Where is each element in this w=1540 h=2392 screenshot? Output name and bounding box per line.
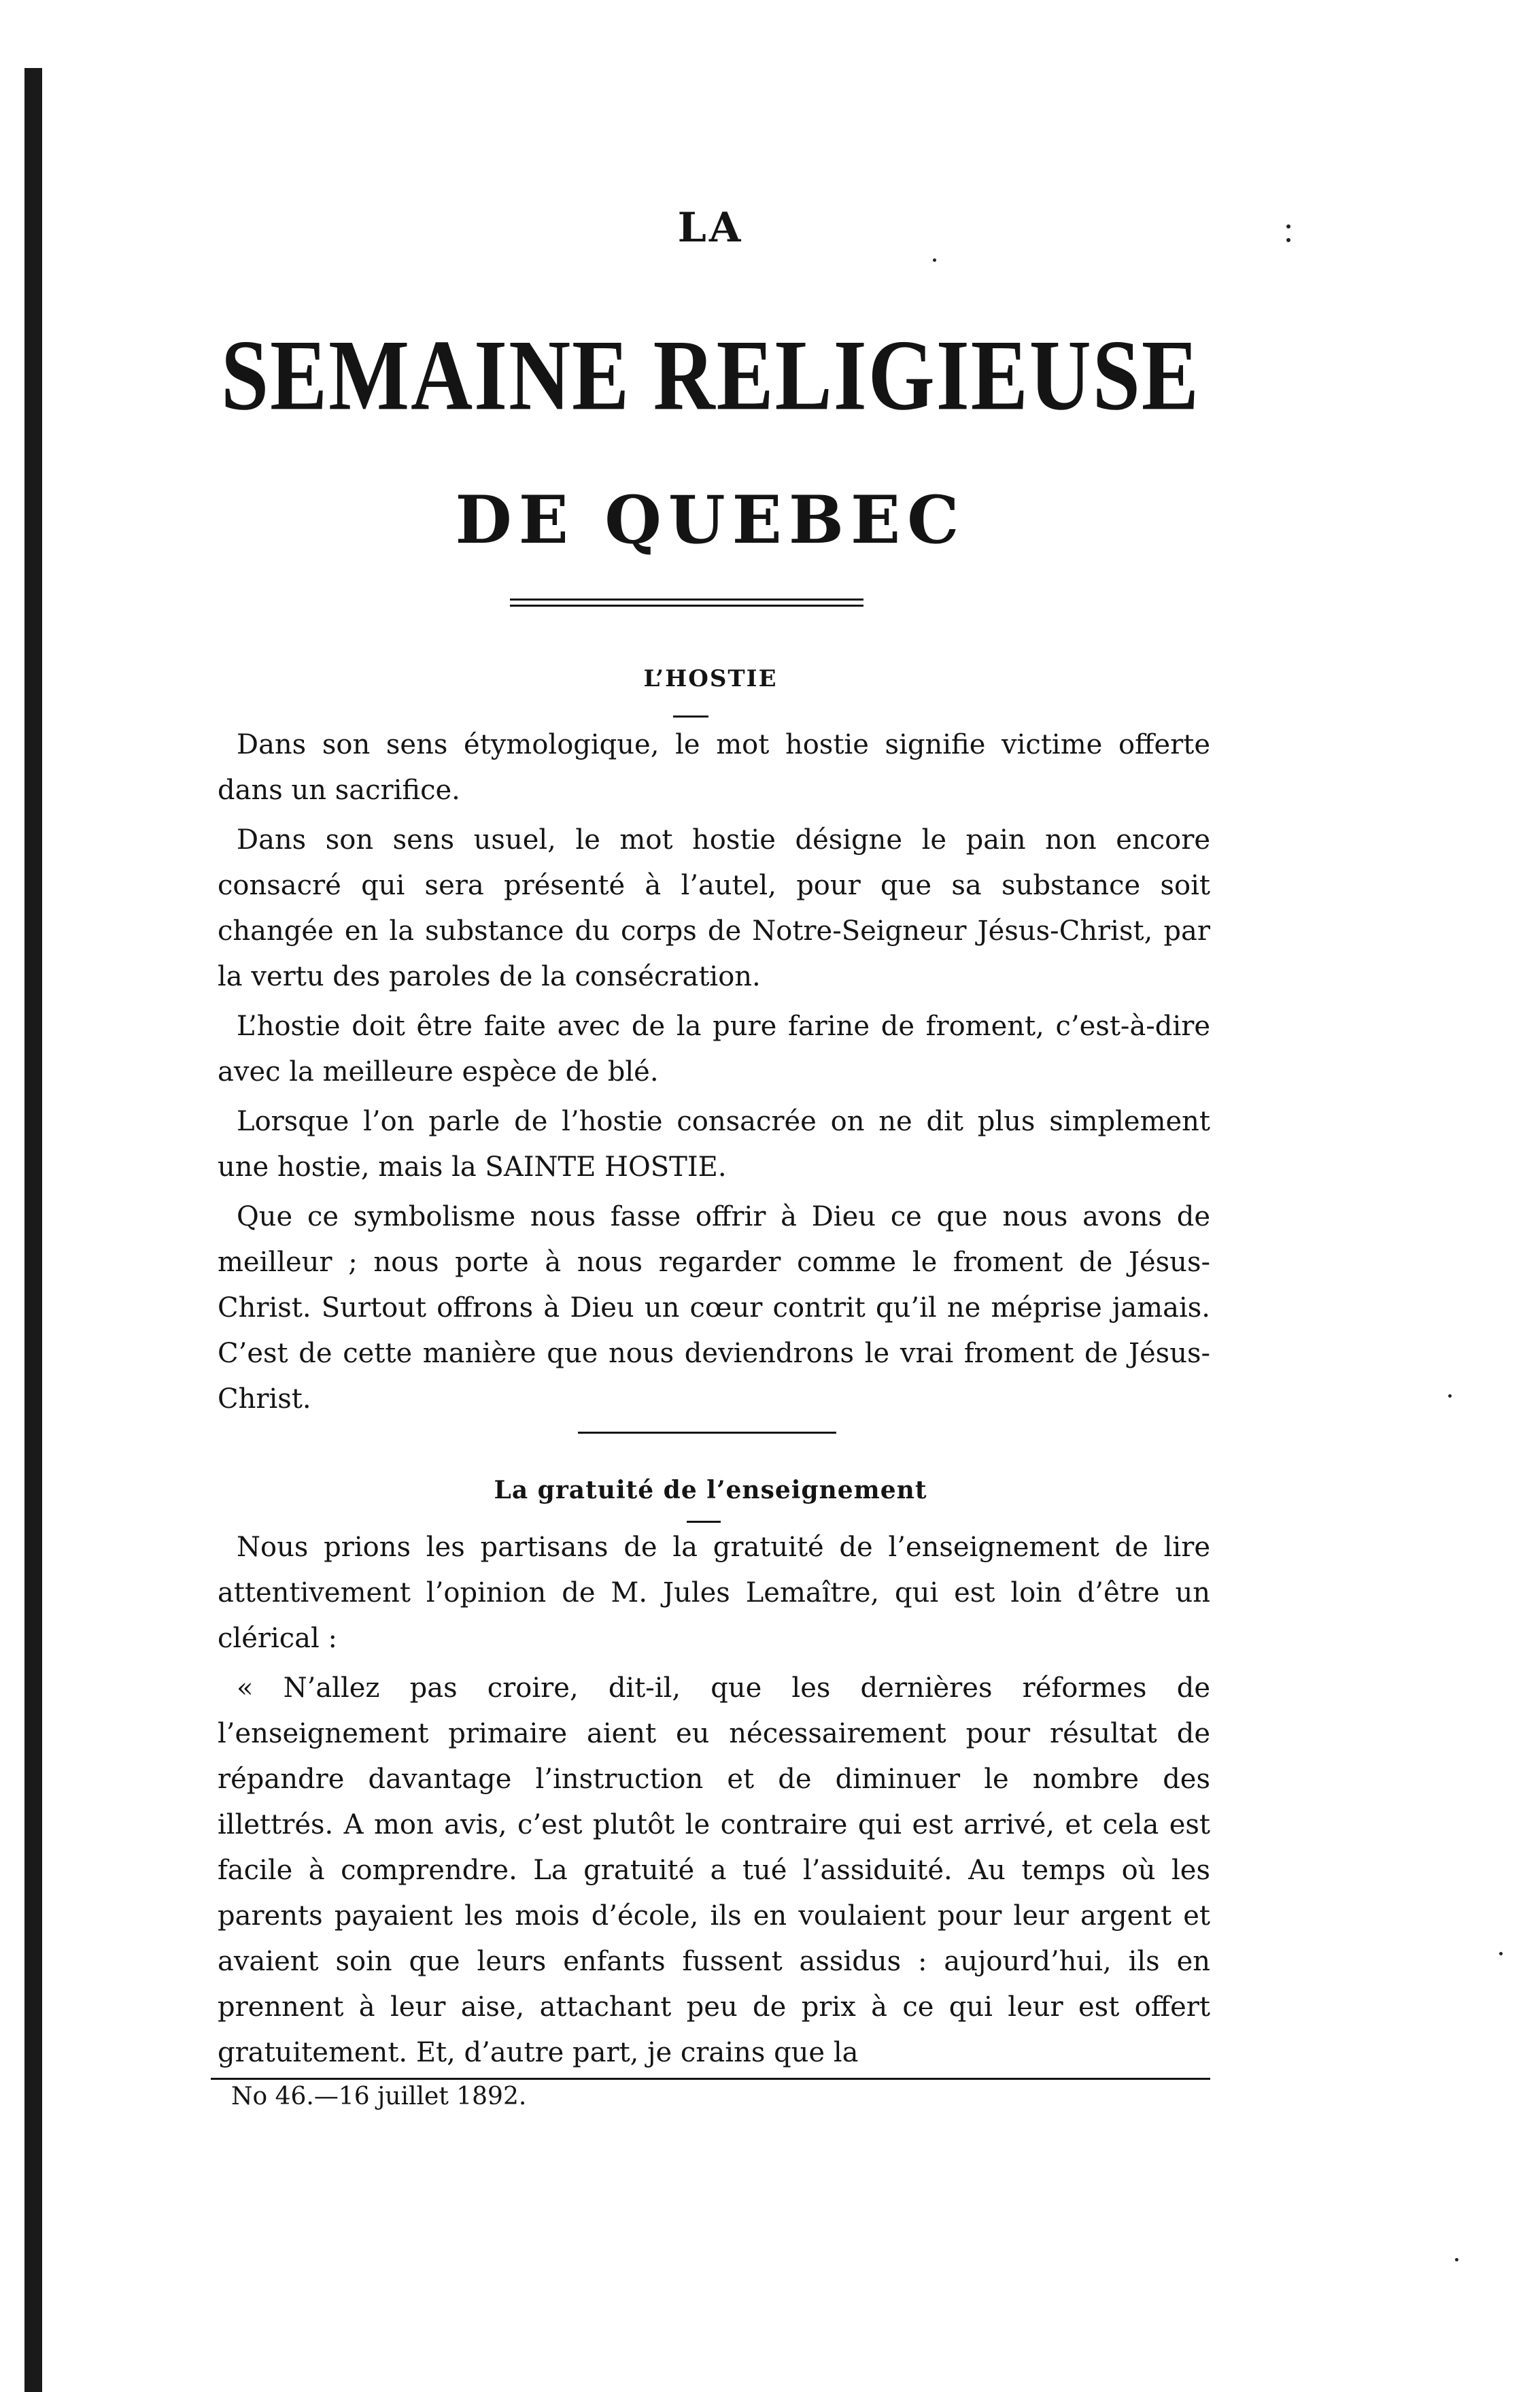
print-speck bbox=[1286, 238, 1290, 242]
masthead-subtitle: DE QUEBEC bbox=[455, 482, 966, 558]
paragraph: « N’allez pas croire, dit-il, que les dernières réformes de l’enseignement primaire aient eu nécessairement pour résultat de répandre davantage l’instruction et de diminuer le nombre des illettrés. A mon avis, c’est plutôt le contraire qui est arrivé, et cela est facile à comprendre. La gratuité a tué l’assiduité. Au temps où les parents payaient les mois d’école, ils en voulaient pour leur argent et avaient soin que leurs enfants fussent assidus : aujourd’hui, ils en prennent à leur aise, attachant peu de prix à ce qui leur est offert gratuitement. Et, d’autre part, je crains que la bbox=[218, 1672, 1210, 2068]
page bbox=[211, 0, 1210, 2392]
paragraph: Dans son sens étymologique, le mot hostie signifie victime offerte dans un sacrifice. bbox=[218, 729, 1210, 806]
print-speck bbox=[933, 258, 936, 262]
section-title-gratuite: La gratuité de l’enseignement bbox=[494, 1476, 927, 1504]
masthead-title: SEMAINE RELIGIEUSE bbox=[221, 320, 1200, 432]
binding-edge bbox=[24, 68, 42, 2392]
section-dash bbox=[687, 1521, 721, 1523]
paragraph: Que ce symbolisme nous fasse offrir à Dieu ce que nous avons de meilleur ; nous porte à nous regarder comme le froment de Jésus-Christ. Surtout offrons à Dieu un cœur contrit qu’il ne méprise jamais. C’est de cette manière que nous deviendrons le vrai froment de Jésus-Christ. bbox=[218, 1201, 1210, 1415]
print-speck bbox=[1448, 1394, 1452, 1398]
print-speck bbox=[1455, 2258, 1458, 2261]
section-dash bbox=[673, 715, 708, 718]
footer-rule bbox=[211, 2078, 1210, 2080]
print-speck bbox=[1286, 224, 1290, 229]
print-speck bbox=[1499, 1952, 1503, 1955]
paragraph: Nous prions les partisans de la gratuité de l’enseignement de lire attentivement l’opinion de M. Jules Lemaître, qui est loin d’être un clérical : bbox=[218, 1532, 1210, 1654]
paragraph: Lorsque l’on parle de l’hostie consacrée on ne dit plus simplement une hostie, mais la SAINTE HOSTIE. bbox=[218, 1106, 1210, 1183]
masthead-la: LA bbox=[677, 204, 744, 252]
section-body-gratuite bbox=[218, 1525, 1210, 2080]
section-title-hostie: L’HOSTIE bbox=[643, 665, 778, 692]
paragraph: L’hostie doit être faite avec de la pure farine de froment, c’est-à-dire avec la meilleure espèce de blé. bbox=[218, 1011, 1210, 1088]
section-body-hostie bbox=[218, 722, 1210, 1426]
masthead-double-rule bbox=[510, 599, 863, 607]
paragraph: Dans son sens usuel, le mot hostie désigne le pain non encore consacré qui sera présenté à l’autel, pour que sa substance soit changée en la substance du corps de Notre-Seigneur Jésus-Christ, par la vertu des paroles de la consécration. bbox=[218, 824, 1210, 992]
issue-footer: No 46.—16 juillet 1892. bbox=[231, 2083, 527, 2110]
section-divider bbox=[578, 1432, 836, 1434]
